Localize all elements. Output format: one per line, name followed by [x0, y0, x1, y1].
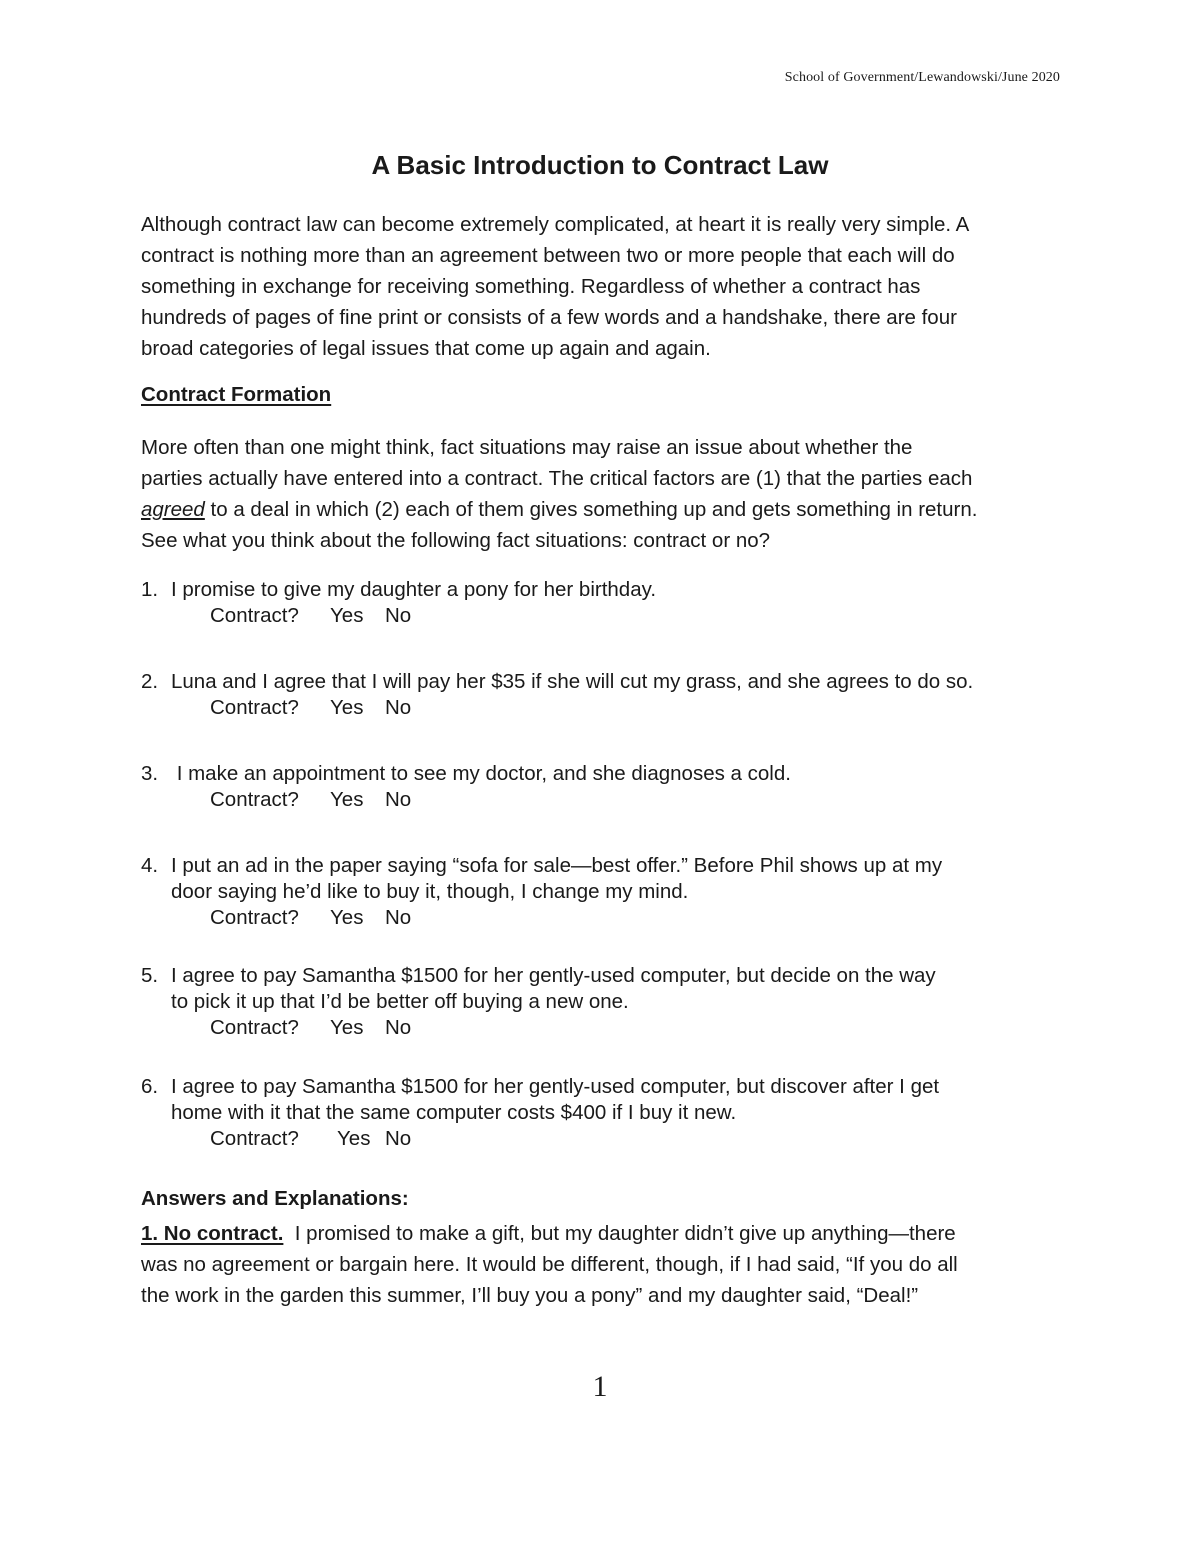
- yes-option: Yes: [330, 1016, 364, 1039]
- no-option: No: [385, 1016, 412, 1039]
- item-number: 2.: [141, 670, 159, 693]
- contract-label: Contract?: [210, 788, 299, 811]
- document-title: A Basic Introduction to Contract Law: [371, 150, 829, 180]
- explanation-paragraph: [141, 1218, 958, 1311]
- explanation-line: [141, 1218, 958, 1249]
- fact-item: [141, 761, 791, 813]
- formation-line: [141, 494, 977, 525]
- item-text-continued: home with it that the same computer costs $400 if I buy it new.: [171, 1101, 737, 1124]
- item-text: Luna and I agree that I will pay her $35 if she will cut my grass, and she agrees to do so.: [171, 670, 974, 693]
- explanation-line: the work in the garden this summer, I’ll buy you a pony” and my daughter said, “Deal!”: [141, 1284, 919, 1307]
- intro-line: contract is nothing more than an agreement between two or more people that each will do: [141, 244, 955, 267]
- no-option: No: [385, 696, 412, 719]
- formation-line-rest: to a deal in which (2) each of them gives something up and gets something in return.: [204, 498, 978, 521]
- no-option: No: [385, 604, 412, 627]
- answer-row: [141, 1015, 936, 1041]
- fact-item: [141, 669, 973, 721]
- answers-heading: Answers and Explanations:: [141, 1187, 409, 1210]
- fact-item: [141, 853, 942, 931]
- explanation-text: I promised to make a gift, but my daughter didn’t give up anything—there: [283, 1222, 956, 1245]
- formation-line: parties actually have entered into a contract. The critical factors are (1) that the parties each: [141, 467, 973, 490]
- yes-option: Yes: [330, 788, 364, 811]
- formation-line: More often than one might think, fact situations may raise an issue about whether the: [141, 436, 913, 459]
- item-text-continued: to pick it up that I’d be better off buying a new one.: [171, 990, 629, 1013]
- fact-item: [141, 1074, 939, 1152]
- item-number: 5.: [141, 964, 159, 987]
- answer-row: [141, 695, 973, 721]
- item-number: 3.: [141, 762, 159, 785]
- contract-label: Contract?: [210, 1016, 299, 1039]
- intro-line: Although contract law can become extremely complicated, at heart it is really very simple. A: [141, 213, 970, 236]
- answer-row: [141, 905, 942, 931]
- formation-line: See what you think about the following fact situations: contract or no?: [141, 529, 771, 552]
- item-text: I promise to give my daughter a pony for her birthday.: [171, 578, 657, 601]
- answer-row: [141, 603, 656, 629]
- item-number: 6.: [141, 1075, 159, 1098]
- item-number: 1.: [141, 578, 159, 601]
- explanation-line: was no agreement or bargain here. It would be different, though, if I had said, “If you do all: [141, 1253, 958, 1276]
- yes-option: Yes: [330, 696, 364, 719]
- formation-paragraph: [141, 432, 977, 556]
- item-text: I put an ad in the paper saying “sofa for sale—best offer.” Before Phil shows up at my: [171, 854, 943, 877]
- section-heading-contract-formation: Contract Formation: [141, 383, 332, 406]
- yes-option: Yes: [337, 1127, 371, 1150]
- fact-item: [141, 577, 656, 629]
- intro-line: something in exchange for receiving something. Regardless of whether a contract has: [141, 275, 921, 298]
- contract-label: Contract?: [210, 604, 299, 627]
- yes-option: Yes: [330, 604, 364, 627]
- yes-option: Yes: [330, 906, 364, 929]
- explanation-lead: 1. No contract.: [141, 1222, 284, 1245]
- no-option: No: [385, 1127, 412, 1150]
- intro-line: broad categories of legal issues that come up again and again.: [141, 337, 711, 360]
- no-option: No: [385, 906, 412, 929]
- item-number: 4.: [141, 854, 159, 877]
- answer-row: [141, 787, 791, 813]
- item-text: I make an appointment to see my doctor, and she diagnoses a cold.: [171, 762, 791, 785]
- contract-label: Contract?: [210, 696, 299, 719]
- contract-label: Contract?: [210, 1127, 299, 1150]
- fact-item: [141, 963, 936, 1041]
- intro-paragraph: [141, 209, 969, 364]
- running-header: School of Government/Lewandowski/June 2020: [784, 70, 1060, 85]
- page-number: 1: [592, 1370, 608, 1403]
- agreed-emphasis: agreed: [141, 498, 205, 521]
- answer-row: [141, 1126, 939, 1152]
- no-option: No: [385, 788, 412, 811]
- item-text: I agree to pay Samantha $1500 for her gently-used computer, but decide on the way: [171, 964, 936, 987]
- item-text-continued: door saying he’d like to buy it, though, I change my mind.: [171, 880, 689, 903]
- item-text: I agree to pay Samantha $1500 for her gently-used computer, but discover after I get: [171, 1075, 940, 1098]
- intro-line: hundreds of pages of fine print or consists of a few words and a handshake, there are four: [141, 306, 957, 329]
- contract-label: Contract?: [210, 906, 299, 929]
